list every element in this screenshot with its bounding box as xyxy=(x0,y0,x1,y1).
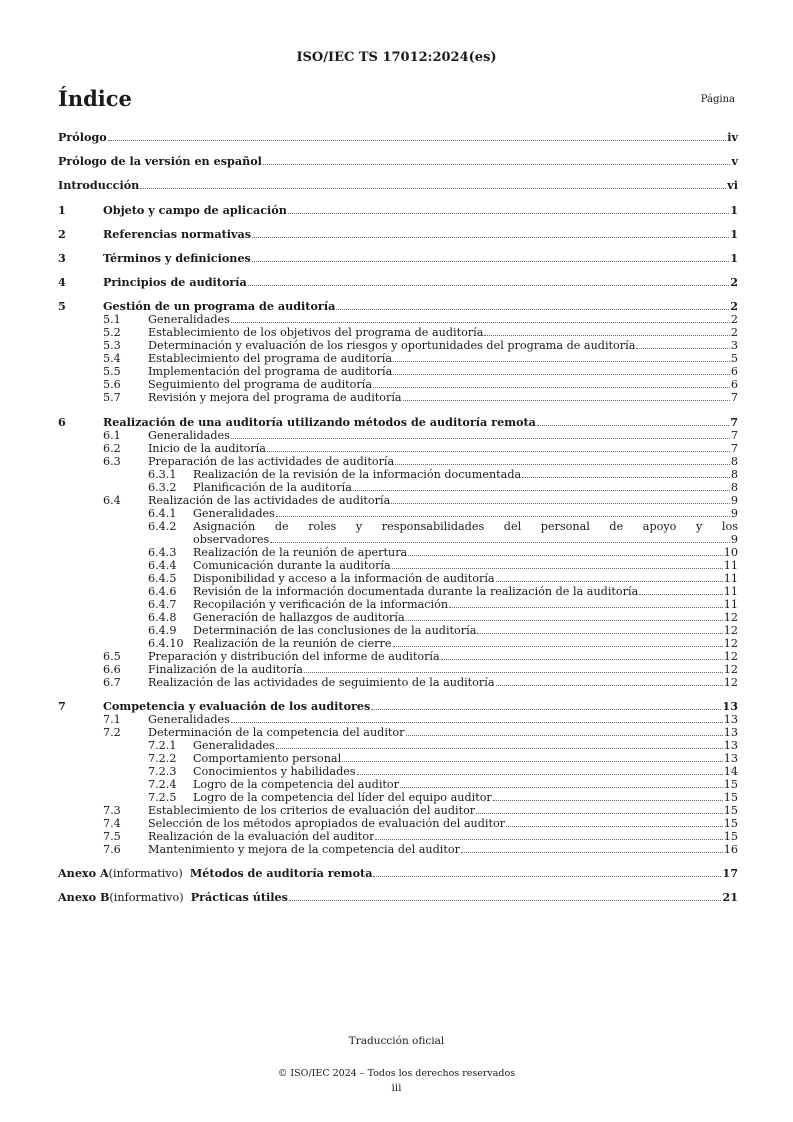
toc-entry-title: Términos y definiciones xyxy=(103,251,251,265)
toc-entry[interactable] xyxy=(58,507,738,520)
toc-dot-leader xyxy=(506,826,723,827)
toc-dot-leader xyxy=(342,761,723,762)
toc-entry-title: Generalidades xyxy=(193,738,275,752)
toc-dot-leader xyxy=(231,322,730,323)
toc-dot-leader xyxy=(276,516,730,517)
toc-entry[interactable] xyxy=(58,313,738,326)
toc-dot-leader xyxy=(140,188,726,189)
toc-dot-leader xyxy=(393,361,730,362)
toc-entry[interactable] xyxy=(58,713,738,726)
toc-dot-leader xyxy=(393,646,723,647)
toc-entry[interactable] xyxy=(58,739,738,752)
toc-entry[interactable] xyxy=(58,155,738,168)
toc-entry-page: 2 xyxy=(730,299,738,314)
toc-entry[interactable] xyxy=(58,365,738,378)
toc-entry-title: Generación de hallazgos de auditoría xyxy=(193,610,405,624)
toc-dot-leader xyxy=(252,261,729,262)
toc-entry-page: 7 xyxy=(730,441,738,455)
toc-entry-title: Determinación de la competencia del auditor xyxy=(148,725,405,739)
toc-entry-page: 15 xyxy=(723,777,738,791)
toc-entry-number: 5.2 xyxy=(103,326,121,340)
toc-entry-number: 6.4.8 xyxy=(148,610,177,624)
toc-entry-title: Prácticas útiles xyxy=(190,891,288,905)
toc-entry-page: vi xyxy=(727,178,738,193)
toc-entry-number: 7 xyxy=(58,698,66,713)
toc-entry-page: 15 xyxy=(723,829,738,843)
toc-entry-number: 5.7 xyxy=(103,391,121,405)
toc-entry-page: 9 xyxy=(730,506,738,520)
toc-entry-title: Logro de la competencia del auditor xyxy=(193,777,400,791)
toc-entry-number: 5.4 xyxy=(103,352,121,366)
toc-dot-leader xyxy=(395,464,730,465)
toc-entry-page: 13 xyxy=(722,698,738,713)
toc-dot-leader xyxy=(537,425,729,426)
toc-entry[interactable] xyxy=(58,663,738,676)
toc-entry-number: 6.4.1 xyxy=(148,506,177,520)
toc-entry[interactable] xyxy=(58,791,738,804)
toc-dot-leader xyxy=(267,451,730,452)
toc-entry-page: 13 xyxy=(723,751,738,765)
toc-annex-label: Anexo B xyxy=(58,890,110,905)
toc-entry-number: 6.7 xyxy=(103,675,121,689)
toc-entry-title: Generalidades xyxy=(148,428,230,442)
toc-entry-title: Realización de la revisión de la información documentada xyxy=(193,467,522,481)
toc-annex-note: (informativo) xyxy=(109,891,191,905)
toc-entry[interactable] xyxy=(58,778,738,791)
toc-entry-page: 11 xyxy=(723,571,738,585)
toc-entry-title: Seguimiento del programa de auditoría xyxy=(148,378,372,392)
toc-entry-number: 6.4 xyxy=(103,493,121,507)
toc-entry-number: 5.6 xyxy=(103,378,121,392)
toc-entry-page: 6 xyxy=(730,365,738,379)
toc-entry-page: 2 xyxy=(730,313,738,327)
toc-entry-number: 7.2.4 xyxy=(148,777,177,791)
toc-entry[interactable] xyxy=(58,468,738,481)
toc-entry-page: 3 xyxy=(730,339,738,353)
toc-entry[interactable] xyxy=(58,891,738,904)
toc-entry-number: 6.3.2 xyxy=(148,480,177,494)
toc-entry-page: 10 xyxy=(723,545,738,559)
toc-entry-title: Recopilación y verificación de la información xyxy=(193,597,449,611)
toc-dot-leader xyxy=(484,335,729,336)
toc-entry-page: 9 xyxy=(730,493,738,507)
toc-entry[interactable] xyxy=(58,300,738,313)
toc-entry[interactable] xyxy=(58,429,738,442)
toc-entry[interactable] xyxy=(58,276,738,289)
toc-entry-number: 7.2.3 xyxy=(148,764,177,778)
toc-entry-page: 7 xyxy=(730,414,738,429)
toc-entry-number: 7.4 xyxy=(103,816,121,830)
toc-dot-leader xyxy=(248,285,729,286)
toc-entry-number: 6.3.1 xyxy=(148,467,177,481)
toc-dot-leader xyxy=(391,503,730,504)
toc-entry-number: 7.1 xyxy=(103,712,121,726)
toc-entry-number: 6.4.6 xyxy=(148,584,177,598)
toc-entry-title: Comunicación durante la auditoría xyxy=(193,558,391,572)
toc-entry[interactable] xyxy=(58,416,738,429)
toc-dot-leader xyxy=(392,568,723,569)
toc-entry-page: 8 xyxy=(730,480,738,494)
toc-entry-number: 6.4.3 xyxy=(148,545,177,559)
toc-dot-leader xyxy=(639,594,723,595)
toc-entry[interactable] xyxy=(58,804,738,817)
toc-entry[interactable] xyxy=(58,326,738,339)
toc-entry-title: Revisión y mejora del programa de auditoría xyxy=(148,391,402,405)
toc-entry-page: 11 xyxy=(723,584,738,598)
toc-dot-leader xyxy=(304,672,723,673)
toc-entry-number: 7.2.2 xyxy=(148,751,177,765)
toc-entry-title: Asignación de roles y responsabilidades del personal de apoyo y los xyxy=(193,519,738,533)
toc-entry[interactable] xyxy=(58,700,738,713)
toc-entry-number: 4 xyxy=(58,275,66,290)
toc-entry-title: Establecimiento de los objetivos del programa de auditoría xyxy=(148,326,484,340)
toc-entry-number: 5 xyxy=(58,299,66,314)
toc-entry-body xyxy=(193,520,738,546)
toc-entry-title: Referencias normativas xyxy=(103,227,252,241)
toc-entry-page: 16 xyxy=(723,842,738,856)
toc-dot-leader xyxy=(461,852,723,853)
toc-entry-title: Mantenimiento y mejora de la competencia del auditor xyxy=(148,842,460,856)
toc-entry-title: Introducción xyxy=(58,179,140,193)
toc-entry-number: 3 xyxy=(58,250,66,265)
toc-entry[interactable] xyxy=(58,481,738,494)
toc-entry-page: 15 xyxy=(723,816,738,830)
toc-dot-leader xyxy=(441,659,723,660)
toc-entry[interactable] xyxy=(58,455,738,468)
toc-entry[interactable] xyxy=(58,179,738,192)
toc-entry-title: Finalización de la auditoría xyxy=(148,662,303,676)
toc-dot-leader xyxy=(252,237,729,238)
toc-entry[interactable] xyxy=(58,252,738,265)
toc-entry-page: 13 xyxy=(723,738,738,752)
toc-entry[interactable] xyxy=(58,676,738,689)
toc-entry-page: 1 xyxy=(730,226,738,241)
toc-entry-page: 12 xyxy=(723,636,738,650)
toc-entry-number: 7.2.1 xyxy=(148,738,177,752)
toc-entry-title: Prólogo xyxy=(58,131,107,144)
toc-entry-number: 6.6 xyxy=(103,662,121,676)
toc-entry-title: Realización de la evaluación del auditor xyxy=(148,829,375,843)
toc-dot-leader xyxy=(449,607,723,608)
toc-entry[interactable] xyxy=(58,843,738,856)
toc-dot-leader xyxy=(493,800,723,801)
toc-dot-leader xyxy=(408,555,723,556)
toc-entry-title: Principios de auditoría xyxy=(103,276,247,290)
toc-entry-title: Preparación y distribución del informe de auditoría xyxy=(148,649,440,663)
toc-entry-title: Prólogo de la versión en español xyxy=(58,155,262,169)
toc-entry-page: 12 xyxy=(723,610,738,624)
toc-dot-leader xyxy=(108,140,726,141)
toc-entry[interactable] xyxy=(58,352,738,365)
toc-entry[interactable] xyxy=(58,765,738,778)
toc-dot-leader xyxy=(393,374,730,375)
copyright-notice: © ISO/IEC 2024 – Todos los derechos reservados xyxy=(277,1068,516,1079)
toc-entry-title: Revisión de la información documentada durante la realización de la auditoría xyxy=(193,584,639,598)
toc-entry-page: 1 xyxy=(730,250,738,265)
toc-entry-title: Comportamiento personal xyxy=(193,751,342,765)
toc-entry-title: Generalidades xyxy=(148,313,230,327)
toc-dot-leader xyxy=(353,490,730,491)
toc-entry[interactable] xyxy=(58,585,738,598)
toc-dot-leader xyxy=(406,620,723,621)
toc-entry-number: 2 xyxy=(58,226,66,241)
toc-dot-leader xyxy=(270,542,730,543)
toc-entry-title: Establecimiento de los criterios de evaluación del auditor xyxy=(148,803,476,817)
toc-entry-page: 11 xyxy=(723,597,738,611)
toc-entry-page: 1 xyxy=(730,202,738,217)
toc-dot-leader xyxy=(522,477,730,478)
toc-dot-leader xyxy=(375,839,722,840)
toc-dot-leader xyxy=(373,387,730,388)
toc-dot-leader xyxy=(403,400,730,401)
toc-dot-leader xyxy=(406,735,723,736)
toc-entry-page: v xyxy=(731,154,738,169)
toc-entry-title: Realización de una auditoría utilizando métodos de auditoría remota xyxy=(103,415,536,429)
toc-entry[interactable] xyxy=(58,228,738,241)
toc-entry-title: Competencia y evaluación de los auditores xyxy=(103,699,371,713)
toc-entry[interactable] xyxy=(58,817,738,830)
toc-dot-leader xyxy=(496,581,723,582)
toc-entry-page: 2 xyxy=(730,326,738,340)
toc-entry[interactable] xyxy=(58,442,738,455)
toc-entry-number: 6.2 xyxy=(103,441,121,455)
toc-entry-page: 9 xyxy=(730,532,738,546)
toc-dot-leader xyxy=(477,633,722,634)
toc-entry-page: 6 xyxy=(730,378,738,392)
toc-entry-title-line2: observadores xyxy=(193,532,270,546)
toc-entry[interactable] xyxy=(58,520,738,546)
toc-annex-label: Anexo A xyxy=(58,865,109,880)
toc-dot-leader xyxy=(231,722,723,723)
toc-entry-number: 5.1 xyxy=(103,313,121,327)
toc-dot-leader xyxy=(371,709,721,710)
toc-entry-title: Inicio de la auditoría xyxy=(148,441,266,455)
toc-entry[interactable] xyxy=(58,752,738,765)
toc-entry-page: 12 xyxy=(723,662,738,676)
toc-entry[interactable] xyxy=(58,559,738,572)
toc-entry[interactable] xyxy=(58,650,738,663)
toc-dot-leader xyxy=(636,348,729,349)
toc-entry[interactable] xyxy=(58,598,738,611)
toc-entry-title: Generalidades xyxy=(193,506,275,520)
document-header: ISO/IEC TS 17012:2024(es) xyxy=(296,50,497,65)
toc-annex-note: (informativo) xyxy=(108,866,190,880)
toc-dot-leader xyxy=(357,774,723,775)
toc-entry-title: Determinación y evaluación de los riesgos y oportunidades del programa de auditoría xyxy=(148,339,636,353)
toc-dot-leader xyxy=(496,685,723,686)
toc-entry-page: 8 xyxy=(730,467,738,481)
toc-entry-number: 6.4.2 xyxy=(148,519,177,533)
toc-entry-page: 12 xyxy=(723,675,738,689)
toc-entry[interactable] xyxy=(58,830,738,843)
toc-dot-leader xyxy=(289,900,721,901)
toc-entry-title: Disponibilidad y acceso a la información de auditoría xyxy=(193,571,495,585)
toc-dot-leader xyxy=(288,213,729,214)
toc-entry[interactable] xyxy=(58,546,738,559)
toc-entry[interactable] xyxy=(58,611,738,624)
toc-entry[interactable] xyxy=(58,867,738,880)
toc-entry-title-continued xyxy=(193,533,738,546)
toc-entry-page: 12 xyxy=(723,649,738,663)
toc-entry-number: 6.4.9 xyxy=(148,623,177,637)
toc-entry-number: 6.1 xyxy=(103,428,121,442)
toc-entry-title: Logro de la competencia del líder del equipo auditor xyxy=(193,790,492,804)
toc-entry-title: Realización de las actividades de auditoría xyxy=(148,493,391,507)
toc-entry-page: 13 xyxy=(723,725,738,739)
toc-entry-title: Establecimiento del programa de auditoría xyxy=(148,352,393,366)
toc-entry[interactable] xyxy=(58,391,738,404)
toc-entry-title: Conocimientos y habilidades xyxy=(193,764,356,778)
page-number: iii xyxy=(391,1082,402,1094)
toc-entry-title: Métodos de auditoría remota xyxy=(189,866,373,880)
toc-entry-number: 7.3 xyxy=(103,803,121,817)
toc-entry-page: iv xyxy=(727,130,738,144)
page-column-label: Página xyxy=(700,94,735,105)
toc-entry-number: 6.4.5 xyxy=(148,571,177,585)
toc-entry-title: Determinación de las conclusiones de la auditoría xyxy=(193,623,477,637)
toc-entry-number: 6.4.10 xyxy=(148,636,184,650)
toc-entry-title: Generalidades xyxy=(148,712,230,726)
toc-dot-leader xyxy=(373,876,721,877)
toc-entry-page: 12 xyxy=(723,623,738,637)
toc-entry[interactable] xyxy=(58,624,738,637)
toc-entry-page: 5 xyxy=(730,352,738,366)
toc-entry[interactable] xyxy=(58,131,738,144)
toc-dot-leader xyxy=(276,748,723,749)
toc-entry-title: Selección de los métodos apropiados de evaluación del auditor xyxy=(148,816,506,830)
toc-entry-number: 7.2 xyxy=(103,725,121,739)
toc-entry[interactable] xyxy=(58,494,738,507)
toc-entry[interactable] xyxy=(58,378,738,391)
toc-entry-number: 6.4.4 xyxy=(148,558,177,572)
toc-entry-number: 7.2.5 xyxy=(148,790,177,804)
toc-entry-number: 6.4.7 xyxy=(148,597,177,611)
toc-entry[interactable] xyxy=(58,726,738,739)
toc-entry-page: 15 xyxy=(723,790,738,804)
toc-dot-leader xyxy=(263,164,731,165)
page-title: Índice xyxy=(58,86,132,111)
toc-entry-title: Planificación de la auditoría xyxy=(193,480,352,494)
toc-entry-number: 7.5 xyxy=(103,829,121,843)
toc-entry-page: 17 xyxy=(722,865,738,880)
toc-entry-page: 2 xyxy=(730,275,738,290)
toc-entry-title: Implementación del programa de auditoría xyxy=(148,365,393,379)
toc-entry-page: 13 xyxy=(723,712,738,726)
toc-dot-leader xyxy=(400,787,723,788)
toc-entry-title: Realización de la reunión de apertura xyxy=(193,545,408,559)
toc-entry-number: 6.5 xyxy=(103,649,121,663)
toc-entry-page: 7 xyxy=(730,428,738,442)
toc-entry[interactable] xyxy=(58,637,738,650)
toc-entry-number: 5.5 xyxy=(103,365,121,379)
toc-entry-title: Preparación de las actividades de auditoría xyxy=(148,454,395,468)
toc-entry-title: Objeto y campo de aplicación xyxy=(103,203,287,217)
toc-entry-title: Gestión de un programa de auditoría xyxy=(103,300,336,314)
toc-entry-page: 11 xyxy=(723,558,738,572)
toc-entry-number: 7.6 xyxy=(103,842,121,856)
toc-entry-page: 7 xyxy=(730,391,738,405)
toc-entry-number: 5.3 xyxy=(103,339,121,353)
toc-entry-number: 6 xyxy=(58,414,66,429)
translation-note: Traducción oficial xyxy=(348,1035,445,1047)
table-of-contents xyxy=(58,131,738,904)
toc-entry-page: 14 xyxy=(723,764,738,778)
toc-entry-number: 6.3 xyxy=(103,454,121,468)
toc-entry-title: Realización de las actividades de seguimiento de la auditoría xyxy=(148,675,495,689)
toc-entry[interactable] xyxy=(58,572,738,585)
toc-dot-leader xyxy=(476,813,723,814)
toc-entry[interactable] xyxy=(58,339,738,352)
toc-entry-number: 1 xyxy=(58,202,66,217)
toc-entry-page: 15 xyxy=(723,803,738,817)
toc-dot-leader xyxy=(231,438,730,439)
toc-entry-page: 21 xyxy=(722,890,738,905)
toc-dot-leader xyxy=(336,309,729,310)
toc-entry-title: Realización de la reunión de cierre xyxy=(193,636,392,650)
toc-entry[interactable] xyxy=(58,204,738,217)
toc-entry-page: 8 xyxy=(730,454,738,468)
